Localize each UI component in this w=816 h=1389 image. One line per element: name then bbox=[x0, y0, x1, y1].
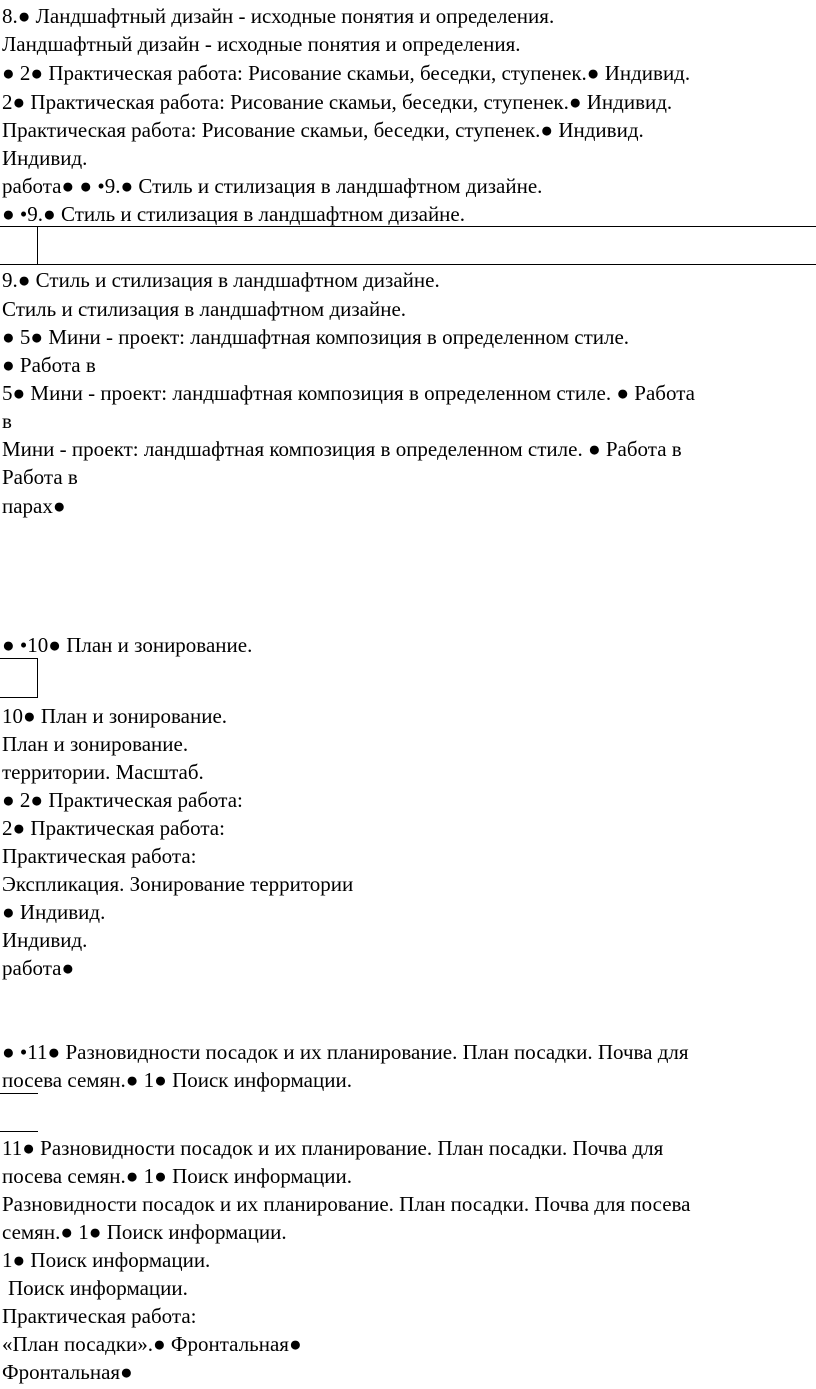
text-line: Практическая работа: bbox=[2, 1304, 197, 1328]
text-line: ● •11● Разновидности посадок и их планирование. План посадки. Почва для bbox=[2, 1040, 689, 1064]
text-line: в bbox=[2, 409, 12, 433]
text-line: Индивид. bbox=[2, 928, 88, 952]
text-line: Разновидности посадок и их планирование. План посадки. Почва для посева bbox=[2, 1192, 691, 1216]
text-line: ● 5● Мини - проект: ландшафтная композиция в определенном стиле. bbox=[2, 325, 630, 349]
text-line: территории. Масштаб. bbox=[2, 760, 204, 784]
text-line: 9.● Стиль и стилизация в ландшафтном дизайне. bbox=[2, 268, 440, 292]
table-rule bbox=[0, 697, 38, 698]
text-line: ● •9.● Стиль и стилизация в ландшафтном дизайне. bbox=[2, 202, 465, 226]
text-line: Ландшафтный дизайн - исходные понятия и определения. bbox=[2, 32, 521, 56]
table-rule bbox=[0, 658, 38, 659]
text-line: посева семян.● 1● Поиск информации. bbox=[2, 1068, 352, 1092]
text-line: работа● bbox=[2, 956, 75, 980]
text-line: Фронтальная● bbox=[2, 1360, 133, 1384]
text-line: Практическая работа: Рисование скамьи, беседки, ступенек.● Индивид. bbox=[2, 118, 644, 142]
text-line: Экспликация. Зонирование территории bbox=[2, 872, 354, 896]
text-line: 5● Мини - проект: ландшафтная композиция в определенном стиле. ● Работа bbox=[2, 381, 695, 405]
table-rule bbox=[0, 226, 816, 227]
text-line: Поиск информации. bbox=[8, 1276, 188, 1300]
table-rule bbox=[0, 1131, 38, 1132]
text-line: семян.● 1● Поиск информации. bbox=[2, 1220, 287, 1244]
text-line: парах● bbox=[2, 494, 66, 518]
text-line: ● Индивид. bbox=[2, 900, 106, 924]
text-line: Мини - проект: ландшафтная композиция в определенном стиле. ● Работа в bbox=[2, 437, 682, 461]
table-rule bbox=[0, 264, 816, 265]
text-line: Стиль и стилизация в ландшафтном дизайне. bbox=[2, 297, 407, 321]
text-line: 2● Практическая работа: Рисование скамьи, беседки, ступенек.● Индивид. bbox=[2, 90, 673, 114]
table-rule bbox=[37, 658, 38, 698]
text-line: 2● Практическая работа: bbox=[2, 816, 225, 840]
text-line: 8.● Ландшафтный дизайн - исходные понятия и определения. bbox=[2, 4, 555, 28]
table-rule bbox=[37, 226, 38, 264]
text-line: ● Работа в bbox=[2, 353, 96, 377]
text-line: ● •10● План и зонирование. bbox=[2, 633, 253, 657]
text-line: ● 2● Практическая работа: Рисование скамьи, беседки, ступенек.● Индивид. bbox=[2, 61, 691, 85]
text-line: Работа в bbox=[2, 465, 78, 489]
text-line: ● 2● Практическая работа: bbox=[2, 788, 243, 812]
text-line: «План посадки».● Фронтальная● bbox=[2, 1332, 302, 1356]
text-line: 1● Поиск информации. bbox=[2, 1248, 211, 1272]
text-line: План и зонирование. bbox=[2, 732, 189, 756]
text-line: Практическая работа: bbox=[2, 844, 197, 868]
text-line: посева семян.● 1● Поиск информации. bbox=[2, 1164, 352, 1188]
text-line: Индивид. bbox=[2, 146, 88, 170]
table-rule bbox=[0, 1093, 38, 1094]
text-line: 10● План и зонирование. bbox=[2, 704, 228, 728]
text-line: работа● ● •9.● Стиль и стилизация в ландшафтном дизайне. bbox=[2, 174, 543, 198]
text-line: 11● Разновидности посадок и их планирование. План посадки. Почва для bbox=[2, 1136, 664, 1160]
